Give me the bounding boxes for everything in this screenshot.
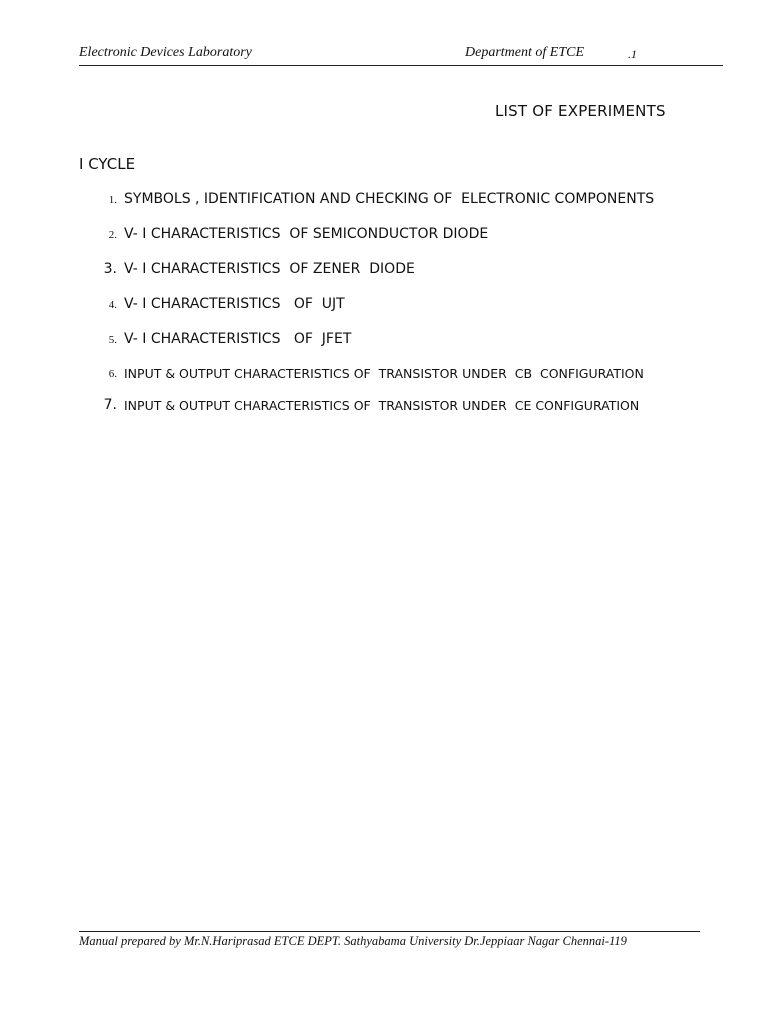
item-text: V- I CHARACTERISTICS OF ZENER DIODE <box>124 261 415 277</box>
item-number: 3. <box>103 261 117 277</box>
item-number: 1. <box>108 194 117 206</box>
header-department: Department of ETCE <box>465 45 584 60</box>
header-page-number: .1 <box>628 47 637 61</box>
item-number: 5. <box>108 334 117 346</box>
item-number: 4. <box>108 299 117 311</box>
list-item <box>79 261 739 283</box>
item-text: INPUT & OUTPUT CHARACTERISTICS OF TRANSISTOR UNDER CB CONFIGURATION <box>124 366 644 381</box>
item-number: 2. <box>108 229 117 241</box>
header-divider <box>79 65 723 66</box>
item-text: V- I CHARACTERISTICS OF SEMICONDUCTOR DIODE <box>124 226 489 242</box>
item-number: 7. <box>103 397 117 413</box>
list-item <box>79 226 739 248</box>
footer-text: Manual prepared by Mr.N.Hariprasad ETCE DEPT. Sathyabama University Dr.Jeppiaar Nagar Chennai-119 <box>79 934 627 948</box>
page-title: LIST OF EXPERIMENTS <box>495 102 666 120</box>
list-item <box>79 397 739 419</box>
item-text: SYMBOLS , IDENTIFICATION AND CHECKING OF ELECTRONIC COMPONENTS <box>124 191 655 207</box>
list-item <box>79 191 739 213</box>
section-heading: I CYCLE <box>79 155 136 173</box>
header-lab-name: Electronic Devices Laboratory <box>79 45 252 60</box>
list-item <box>79 296 739 318</box>
item-number: 6. <box>108 368 117 380</box>
list-item <box>79 331 739 353</box>
item-text: V- I CHARACTERISTICS OF UJT <box>124 296 345 312</box>
item-text: V- I CHARACTERISTICS OF JFET <box>124 331 352 347</box>
item-text: INPUT & OUTPUT CHARACTERISTICS OF TRANSISTOR UNDER CE CONFIGURATION <box>124 398 640 413</box>
list-item <box>79 365 739 387</box>
footer-divider <box>79 931 700 932</box>
